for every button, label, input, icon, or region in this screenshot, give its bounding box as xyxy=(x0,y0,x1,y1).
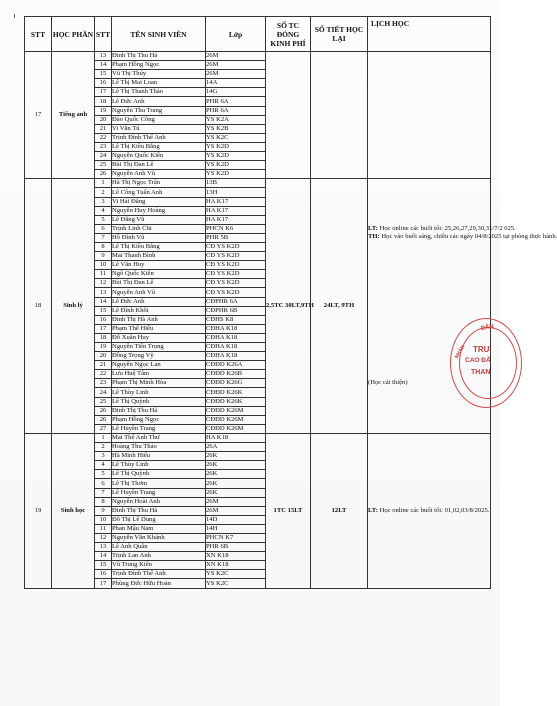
student-name: Đinh Thị Hà Anh xyxy=(112,315,206,324)
student-name: Phạm Thị Minh Hòa xyxy=(112,379,206,388)
student-index: 14 xyxy=(95,552,112,561)
student-name: Phan Mậu Nam xyxy=(112,524,206,533)
header-ten-sinh-vien: TÊN SINH VIÊN xyxy=(112,17,206,52)
student-index: 9 xyxy=(95,506,112,515)
stamp-text-1: NHÂN xyxy=(454,344,467,360)
student-class: CĐĐD K26M xyxy=(206,415,266,424)
student-class: HA K18 xyxy=(206,433,266,442)
retake-lessons: 12LT xyxy=(311,433,368,588)
official-stamp xyxy=(450,318,522,408)
student-name: Phạm Hồng Ngọc xyxy=(112,415,206,424)
student-index: 3 xyxy=(95,197,112,206)
student-name: Lê Thùy Linh xyxy=(112,388,206,397)
student-name: Lê Huyền Trang xyxy=(112,488,206,497)
schedule-lt xyxy=(368,225,516,233)
subject-name: Tiếng anh xyxy=(52,52,95,179)
student-table xyxy=(24,16,557,589)
student-name: Lê Thị Thơm xyxy=(112,479,206,488)
student-name: Đinh Thị Thu Hà xyxy=(112,406,206,415)
student-class: CĐĐD K26K xyxy=(206,388,266,397)
student-name: Vi Văn Tú xyxy=(112,124,206,133)
student-name: Lê Thị Thanh Thảo xyxy=(112,88,206,97)
student-name: Lê Đức Anh xyxy=(112,297,206,306)
student-name: Lê Thị Quỳnh xyxy=(112,397,206,406)
student-index: 7 xyxy=(95,488,112,497)
scan-mark xyxy=(14,14,15,18)
student-index: 16 xyxy=(95,79,112,88)
student-class: CĐ YS K2D xyxy=(206,279,266,288)
student-class: CĐĐD K26M xyxy=(206,406,266,415)
header-lop: Lớp xyxy=(206,17,266,52)
student-index: 1 xyxy=(95,433,112,442)
student-class: 14A xyxy=(206,79,266,88)
stamp-text-2: DÂN xyxy=(480,323,495,333)
student-name: Nguyễn Huy Hoàng xyxy=(112,206,206,215)
student-name: Phạm Thế Hiếu xyxy=(112,324,206,333)
student-class: CĐPHR 6A xyxy=(206,297,266,306)
student-index: 2 xyxy=(95,443,112,452)
student-index: 26 xyxy=(95,415,112,424)
student-class: 14D xyxy=(206,515,266,524)
schedule-lt-label: LT: xyxy=(368,506,378,514)
student-index: 16 xyxy=(95,570,112,579)
student-name: Lê Công Tuấn Anh xyxy=(112,188,206,197)
student-index: 3 xyxy=(95,452,112,461)
student-index: 21 xyxy=(95,124,112,133)
student-index: 19 xyxy=(95,106,112,115)
student-name: Nguyễn Tiến Trọng xyxy=(112,343,206,352)
student-name: Trịnh Lan Anh xyxy=(112,552,206,561)
student-class: CĐHA K18 xyxy=(206,343,266,352)
student-class: CĐĐD K26A xyxy=(206,361,266,370)
credit-fee: 1TC 15LT xyxy=(266,433,311,588)
student-name: Lê Anh Quân xyxy=(112,543,206,552)
student-class: 13H xyxy=(206,188,266,197)
student-index: 22 xyxy=(95,133,112,142)
student-class: 26K xyxy=(206,452,266,461)
group-stt: 18 xyxy=(25,179,52,434)
student-class: 14H xyxy=(206,524,266,533)
student-name: Nguyễn Ngọc Lan xyxy=(112,361,206,370)
student-class: YS K2A xyxy=(206,115,266,124)
student-class: PHCN K7 xyxy=(206,533,266,542)
schedule-th xyxy=(368,233,557,241)
stamp-text-5: THAN xyxy=(471,369,491,376)
student-name: Lê Đăng Vũ xyxy=(112,215,206,224)
student-name: Đinh Thị Thu Hà xyxy=(112,52,206,61)
student-index: 18 xyxy=(95,333,112,342)
student-class: YS K2C xyxy=(206,133,266,142)
student-class: HA K17 xyxy=(206,215,266,224)
stamp-text-4: CAO ĐẲ xyxy=(465,357,491,364)
student-class: 26K xyxy=(206,488,266,497)
student-class: PHR 6A xyxy=(206,106,266,115)
stamp-text-3: TRU xyxy=(473,345,490,354)
student-index: 26 xyxy=(95,406,112,415)
student-class: 26M xyxy=(206,506,266,515)
student-name: Vi Hải Đăng xyxy=(112,197,206,206)
student-index: 20 xyxy=(95,352,112,361)
student-name: Lê Đức Anh xyxy=(112,97,206,106)
student-class: CĐHA K18 xyxy=(206,333,266,342)
student-name: Vũ Trung Kiên xyxy=(112,561,206,570)
student-class: 26M xyxy=(206,497,266,506)
schedule-lt xyxy=(368,507,490,515)
student-name: Hà Thị Ngọc Trân xyxy=(112,179,206,188)
subject-name: Sinh học xyxy=(52,433,95,588)
student-class: CĐ YS K2D xyxy=(206,288,266,297)
student-name: Nguyễn Thu Trang xyxy=(112,106,206,115)
student-class: YS K2D xyxy=(206,161,266,170)
student-index: 15 xyxy=(95,70,112,79)
student-name: Đào Quốc Công xyxy=(112,115,206,124)
student-index: 20 xyxy=(95,115,112,124)
student-class: CĐ YS K2D xyxy=(206,242,266,251)
student-class: 26M xyxy=(206,61,266,70)
table-row xyxy=(25,52,491,61)
student-index: 11 xyxy=(95,524,112,533)
student-name: Nguyễn Hoài Anh xyxy=(112,497,206,506)
student-class: 26K xyxy=(206,470,266,479)
student-class: 13B xyxy=(206,179,266,188)
student-index: 24 xyxy=(95,152,112,161)
student-class: 26K xyxy=(206,479,266,488)
student-class: PHR 5B xyxy=(206,233,266,242)
schedule xyxy=(368,433,491,588)
student-class: YS K2B xyxy=(206,124,266,133)
student-index: 9 xyxy=(95,252,112,261)
student-index: 18 xyxy=(95,97,112,106)
student-class: YS K2D xyxy=(206,142,266,151)
student-class: PHR 6A xyxy=(206,97,266,106)
header-so-tiet: SỐ TIẾT HỌC LẠI xyxy=(311,17,368,52)
student-index: 6 xyxy=(95,479,112,488)
student-class: HA K17 xyxy=(206,197,266,206)
retake-lessons xyxy=(311,52,368,179)
subject-name: Sinh lý xyxy=(52,179,95,434)
student-class: YS K2C xyxy=(206,579,266,588)
student-name: Đỗ Thị Lê Dung xyxy=(112,515,206,524)
student-class: PHCN K6 xyxy=(206,224,266,233)
student-index: 12 xyxy=(95,533,112,542)
student-index: 21 xyxy=(95,361,112,370)
student-name: Trịnh Linh Chi xyxy=(112,224,206,233)
student-name: Mai Thanh Bình xyxy=(112,252,206,261)
student-index: 6 xyxy=(95,224,112,233)
student-index: 10 xyxy=(95,515,112,524)
student-index: 26 xyxy=(95,170,112,179)
student-index: 17 xyxy=(95,88,112,97)
student-name: Trịnh Đình Thế Anh xyxy=(112,133,206,142)
student-name: Trịnh Đình Thế Anh xyxy=(112,570,206,579)
student-index: 14 xyxy=(95,61,112,70)
schedule-lt-text: Học online các buổi tối: 25,26,27,29,30,31/7/2 025. xyxy=(379,225,516,233)
student-class: YS K2D xyxy=(206,170,266,179)
schedule-th-label: TH: xyxy=(368,233,380,241)
student-class: CĐĐD K26M xyxy=(206,424,266,433)
student-name: Lưu Huệ Tâm xyxy=(112,370,206,379)
student-name: Lê Thị Quỳnh xyxy=(112,470,206,479)
student-name: Bùi Thị Đan Lê xyxy=(112,161,206,170)
student-name: Đinh Thị Thu Hà xyxy=(112,506,206,515)
student-index: 14 xyxy=(95,297,112,306)
header-hoc-phan: HỌC PHẦN xyxy=(52,17,95,52)
student-name: Hồ Đình Vũ xyxy=(112,233,206,242)
student-index: 15 xyxy=(95,561,112,570)
student-index: 8 xyxy=(95,497,112,506)
student-index: 17 xyxy=(95,579,112,588)
student-index: 1 xyxy=(95,179,112,188)
student-class: CĐ YS K2D xyxy=(206,261,266,270)
student-name: Ngô Quốc Kiên xyxy=(112,270,206,279)
student-index: 7 xyxy=(95,233,112,242)
schedule-note: (Học cải thiện) xyxy=(368,379,408,387)
student-class: 26M xyxy=(206,70,266,79)
schedule-lt-label: LT: xyxy=(368,225,378,233)
student-index: 5 xyxy=(95,470,112,479)
student-name: Phùng Đức Hữu Hoàn xyxy=(112,579,206,588)
student-class: 26A xyxy=(206,443,266,452)
student-class: CĐ YS K2D xyxy=(206,252,266,261)
student-name: Đồng Trọng Vỹ xyxy=(112,352,206,361)
header-stt-student: STT xyxy=(95,17,112,52)
student-class: XN K18 xyxy=(206,561,266,570)
student-class: CĐĐD K26K xyxy=(206,397,266,406)
student-name: Nguyễn Anh Vũ xyxy=(112,170,206,179)
student-name: Đỗ Xuân Huy xyxy=(112,333,206,342)
student-index: 27 xyxy=(95,424,112,433)
student-index: 4 xyxy=(95,461,112,470)
student-class: CĐĐD K26B xyxy=(206,370,266,379)
student-name: Lê Huyền Trang xyxy=(112,424,206,433)
student-name: Hoàng Thu Thảo xyxy=(112,443,206,452)
student-index: 13 xyxy=(95,543,112,552)
student-class: CĐPHR 6B xyxy=(206,306,266,315)
student-name: Vũ Thị Thúy xyxy=(112,70,206,79)
student-index: 16 xyxy=(95,315,112,324)
credit-fee xyxy=(266,52,311,179)
student-name: Nguyễn Văn Khánh xyxy=(112,533,206,542)
student-index: 13 xyxy=(95,288,112,297)
student-class: 26K xyxy=(206,461,266,470)
student-class: CĐHA K18 xyxy=(206,324,266,333)
student-index: 22 xyxy=(95,370,112,379)
student-class: YS K2D xyxy=(206,152,266,161)
schedule-th-text: Học vào buổi sáng, chiều các ngày 04/8/2025 tại phòng thực hành. xyxy=(381,233,557,241)
student-index: 23 xyxy=(95,142,112,151)
student-index: 12 xyxy=(95,279,112,288)
student-index: 4 xyxy=(95,206,112,215)
student-class: CĐ YS K2D xyxy=(206,270,266,279)
student-index: 17 xyxy=(95,324,112,333)
group-stt: 19 xyxy=(25,433,52,588)
credit-fee: 2,5TC 30LT,9TH xyxy=(266,179,311,434)
student-class: CĐHA K18 xyxy=(206,352,266,361)
table-header xyxy=(25,17,491,52)
student-index: 2 xyxy=(95,188,112,197)
student-name: Lê Thị Kiều Bằng xyxy=(112,242,206,251)
student-name: Nguyễn Anh Vũ xyxy=(112,288,206,297)
student-name: Lê Đình Khôi xyxy=(112,306,206,315)
group-stt: 17 xyxy=(25,52,52,179)
student-name: Nguyễn Quốc Kiên xyxy=(112,152,206,161)
student-class: CĐĐD K26G xyxy=(206,379,266,388)
schedule-lt-text: Học online các buổi tối: 01,02,03/8/2025. xyxy=(379,506,490,514)
student-class: CĐHS K8 xyxy=(206,315,266,324)
student-index: 11 xyxy=(95,270,112,279)
student-index: 25 xyxy=(95,161,112,170)
student-name: Lê Thị Kiều Bằng xyxy=(112,142,206,151)
student-name: Bùi Thị Đan Lê xyxy=(112,279,206,288)
student-index: 15 xyxy=(95,306,112,315)
student-index: 25 xyxy=(95,397,112,406)
table-row xyxy=(25,433,491,442)
header-stt: STT xyxy=(25,17,52,52)
student-name: Hà Minh Hiếu xyxy=(112,452,206,461)
student-name: Phạm Hồng Ngọc xyxy=(112,61,206,70)
table-row xyxy=(25,179,491,188)
student-index: 24 xyxy=(95,388,112,397)
student-name: Mai Thế Anh Thư xyxy=(112,433,206,442)
student-index: 10 xyxy=(95,261,112,270)
student-name: Lê Văn Huy xyxy=(112,261,206,270)
student-index: 13 xyxy=(95,52,112,61)
student-name: Lê Thị Mai Loan xyxy=(112,79,206,88)
header-so-tc: SỐ TC ĐÓNG KINH PHÍ xyxy=(266,17,311,52)
student-class: YS K2C xyxy=(206,570,266,579)
schedule xyxy=(368,52,491,179)
student-index: 19 xyxy=(95,343,112,352)
student-class: 26M xyxy=(206,52,266,61)
student-index: 8 xyxy=(95,242,112,251)
student-class: 14G xyxy=(206,88,266,97)
retake-lessons: 24LT, 9TH xyxy=(311,179,368,434)
student-index: 23 xyxy=(95,379,112,388)
header-lich-hoc: LỊCH HỌC xyxy=(368,17,491,52)
student-class: XN K18 xyxy=(206,552,266,561)
student-class: HA K17 xyxy=(206,206,266,215)
student-index: 5 xyxy=(95,215,112,224)
student-name: Lê Thùy Linh xyxy=(112,461,206,470)
student-class: PHR 6B xyxy=(206,543,266,552)
